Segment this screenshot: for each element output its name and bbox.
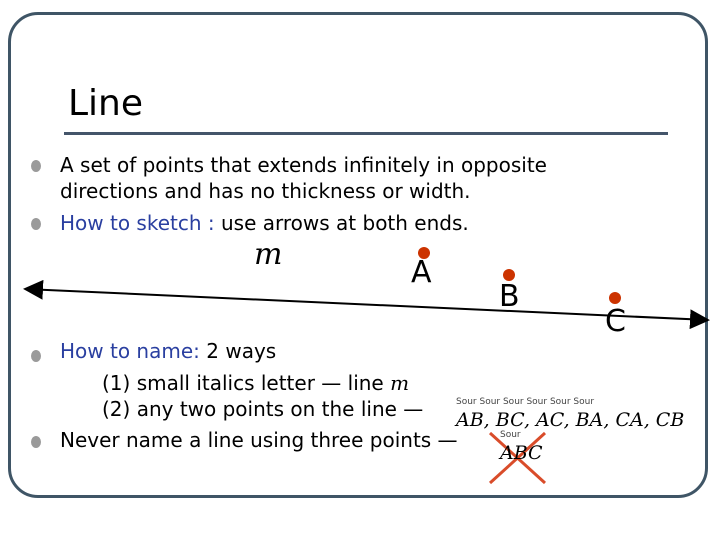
bad-name-abc: ABC xyxy=(500,442,543,464)
bullet-3 xyxy=(60,339,276,363)
sub-bullet-1 xyxy=(102,371,409,395)
bullet-3-prefix: How to name: xyxy=(60,339,207,363)
bullet-2-prefix: How to sketch : xyxy=(60,211,221,235)
slide-title: Line xyxy=(68,83,144,124)
sub-bullet-2-names: AB, BC, AC, BA, CA, CB xyxy=(456,409,685,431)
sub-bullet-2: (2) any two points on the line — xyxy=(102,397,424,421)
bullet-dot-3 xyxy=(31,350,41,362)
bullet-1-line-1: A set of points that extends infinitely in opposite xyxy=(60,153,547,177)
point-c-dot xyxy=(609,292,621,304)
sub-bullet-1-text: (1) small italics letter — line xyxy=(102,371,391,395)
point-b-label: B xyxy=(499,279,520,314)
bullet-3-suffix: 2 ways xyxy=(206,339,277,363)
source-stamp-single: Sour xyxy=(500,430,521,440)
line-name-m: m xyxy=(254,237,283,272)
bullet-4: Never name a line using three points — xyxy=(60,428,458,452)
bullet-2-suffix: use arrows at both ends. xyxy=(221,211,469,235)
point-a-label: A xyxy=(411,255,432,290)
bullet-1-line-2: directions and has no thickness or width. xyxy=(60,179,471,203)
point-c-label: C xyxy=(605,304,626,339)
sub-bullet-1-var: m xyxy=(390,371,410,395)
source-stamps: Sour Sour Sour Sour Sour Sour xyxy=(456,397,595,407)
bullet-dot-4 xyxy=(31,436,41,448)
